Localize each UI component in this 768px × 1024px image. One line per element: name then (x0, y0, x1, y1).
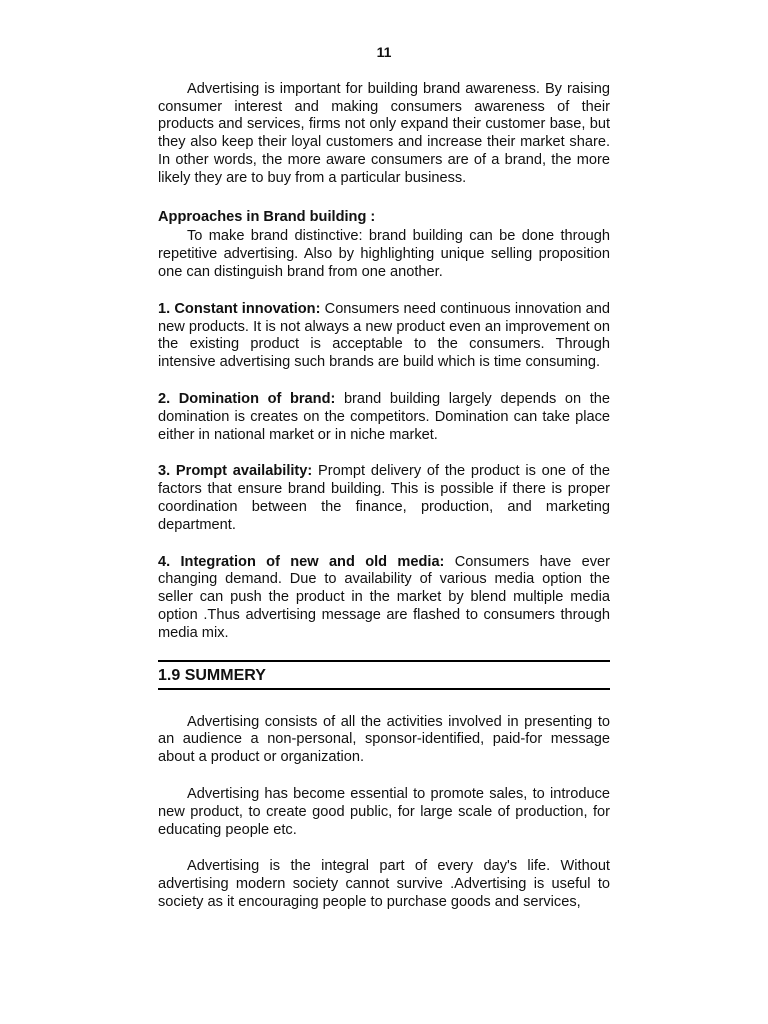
document-page (158, 44, 610, 912)
intro-paragraph: Advertising is important for building brand awareness. By raising consumer interest and making consumers awareness of their products and services, firms not only expand their customer base, but they also keep their loyal customers and increase their market share. In other words, the more aware consumers are of a brand, the more likely they are to buy from a particular business. (158, 80, 610, 186)
approach-item-availability (158, 463, 610, 534)
summary-paragraph: Advertising has become essential to promote sales, to introduce new product, to create good public, for large scale of production, for educating people etc. (158, 785, 610, 838)
approaches-intro: To make brand distinctive: brand building can be done through repetitive advertising. Also by highlighting unique selling proposition one can distinguish brand from one another. (158, 228, 610, 280)
approaches-heading: Approaches in Brand building : (158, 208, 376, 225)
approach-item-media (158, 554, 610, 643)
approach-text: Prompt delivery of the product is one of the factors that ensure brand building. This is possible if there is proper coordination between the finance, production, and marketing department. (158, 463, 610, 533)
summary-heading: 1.9 SUMMERY (158, 660, 610, 690)
approach-item-innovation (158, 301, 610, 372)
page-number: 11 (376, 44, 392, 60)
approach-term: 2. Domination of brand: (158, 390, 336, 407)
approach-term: 1. Constant innovation: (158, 300, 321, 317)
approach-text: Consumers need continuous innovation and new products. It is not always a new product even an improvement on the existing product is acceptable to the consumers. Through intensive advertising such brands are build which is time consuming. (158, 300, 611, 371)
summary-paragraph: Advertising is the integral part of every day's life. Without advertising modern society cannot survive .Advertising is useful to society as it encouraging people to purchase goods and services, (158, 858, 610, 910)
approach-text: Consumers have ever changing demand. Due to availability of various media option the seller can push the product in the market by blend multiple media option .Thus advertising message are flashed to consumers through media mix. (158, 553, 610, 641)
approach-term: 4. Integration of new and old media: (158, 553, 445, 570)
approach-text: brand building largely depends on the domination is creates on the competitors. Domination can take place either in national market or in niche market. (158, 390, 610, 443)
summary-paragraph: Advertising consists of all the activities involved in presenting to an audience a non-personal, sponsor-identified, paid-for message about a product or organization. (158, 713, 610, 766)
approach-term: 3. Prompt availability: (158, 463, 313, 480)
approach-item-domination (158, 391, 610, 444)
